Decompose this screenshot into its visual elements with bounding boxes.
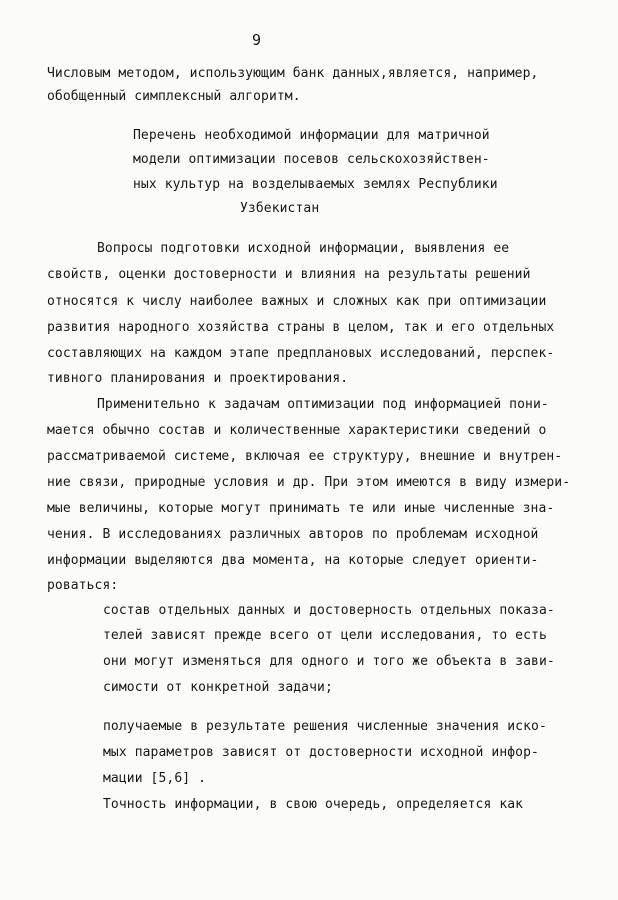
heading-line-4: Узбекистан — [240, 201, 320, 216]
heading-line-3: ных культур на возделываемых землях Республики — [133, 177, 498, 192]
p2-line-7: информации выделяются два момента, на которые следует ориенти- — [47, 553, 539, 568]
page-number: 9 — [252, 31, 262, 49]
list2-line-2: мых параметров зависят от достоверности исходной инфор- — [103, 745, 539, 760]
list2-line-3: мации [5,6] . — [103, 771, 207, 786]
p1-line-2: свойств, оценки достоверности и влияния на результаты решений — [47, 267, 531, 282]
p2-line-8: роваться: — [47, 578, 119, 593]
p1-line-1: Вопросы подготовки исходной информации, выявления ее — [97, 241, 510, 256]
p1-line-3: относятся к числу наиболее важных и сложных как при оптимизации — [47, 294, 547, 309]
list1-line-1: состав отдельных данных и достоверность отдельных показа- — [103, 603, 555, 618]
p3-line-1: Точность информации, в свою очередь, определяется как — [103, 797, 524, 812]
p1-line-4: развития народного хозяйства страны в целом, так и его отдельных — [47, 320, 555, 335]
p1-line-5: составляющих на каждом этапе предплановых исследований, перспек- — [47, 346, 555, 361]
heading-line-1: Перечень необходимой информации для матричной — [133, 128, 490, 143]
heading-line-2: модели оптимизации посевов сельскохозяйствен- — [133, 152, 490, 167]
list1-line-4: симости от конкретной задачи; — [103, 680, 333, 695]
p2-line-5: мые величины, которые могут принимать те или иные численные зна- — [47, 501, 555, 516]
p2-line-2: мается обычно состав и количественные характеристики сведений о — [47, 423, 547, 438]
intro-line-1: Числовым методом, использующим банк данных,является, например, — [47, 66, 539, 81]
p2-line-4: ние связи, природные условия и др. При этом имеются в виду измери- — [47, 475, 571, 490]
list1-line-2: телей зависят прежде всего от цели исследования, то есть — [103, 628, 547, 643]
list2-line-1: получаемые в результате решения численные значения иско- — [103, 719, 547, 734]
p1-line-6: тивного планирования и проектирования. — [47, 371, 349, 386]
p2-line-1: Применительно к задачам оптимизации под информацией пони- — [97, 397, 549, 412]
intro-line-2: обобщенный симплексный алгоритм. — [47, 89, 301, 104]
p2-line-6: чения. В исследованиях различных авторов по проблемам исходной — [47, 527, 539, 542]
list1-line-3: они могут изменяться для одного и того же объекта в зави- — [103, 654, 555, 669]
p2-line-3: рассматриваемой системе, включая ее структуру, внешние и внутрен- — [47, 449, 563, 464]
